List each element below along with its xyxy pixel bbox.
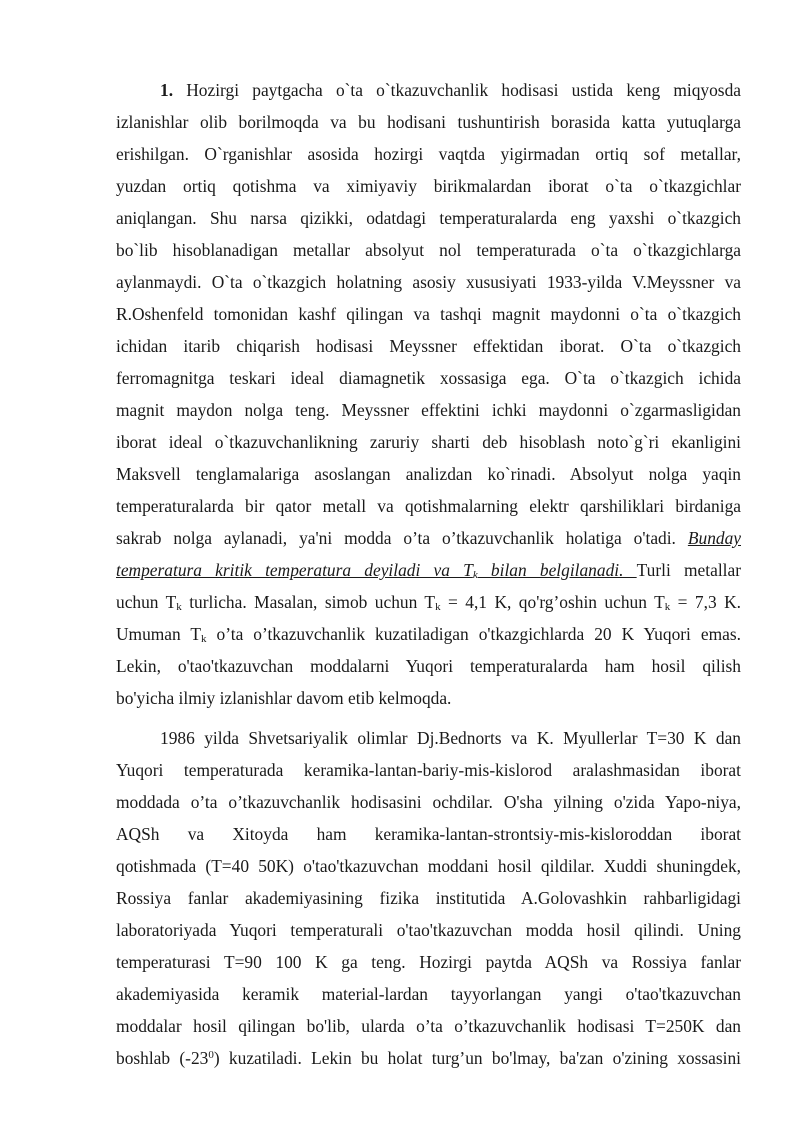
p1-line-17: uchun $T_k$ turlicha. Masalan, simob uchun $T_k = 4,1$ K, qo'rg’oshin uchun $T_k = 7,3$ K.	[116, 592, 742, 613]
p2-line-6: Rossiya fanlar akademiyasining fizika institutida A.Golovashkin rahbarligidagi	[116, 888, 741, 908]
p1-line-14: temperaturalarda bir qator metall va qotishmalarning elektr qarshiliklari birdaniga	[116, 496, 741, 516]
p1-line-8: R.Oshenfeld tomonidan kashf qilingan va tashqi magnit maydonni o`ta o`tkazgich	[116, 304, 741, 324]
p1-line-5: aniqlangan. Shu narsa qizikki, odatdagi temperaturalarda eng yaxshi o`tkazgich	[116, 208, 741, 228]
p1-line-18: Umuman $T_k$ o’ta o’tkazuvchanlik kuzatiladigan o'tkazgichlarda 20 K Yuqori emas.	[116, 624, 741, 645]
p1-line-20: bo'yicha ilmiy izlanishlar davom etib kelmoqda.	[116, 688, 452, 708]
p1-line-19: Lekin, o'tao'tkazuvchan moddalarni Yuqori temperaturalarda ham hosil qilish	[116, 656, 741, 676]
p1-line-10: ferromagnitga teskari ideal diamagnetik xossasiga ega. O`ta o`tkazgich ichida	[116, 368, 741, 388]
p1-line-1: 1. Hozirgi paytgacha o`ta o`tkazuvchanlik hodisasi ustida keng miqyosda	[160, 80, 741, 100]
p1-line-11: magnit maydon nolga teng. Meyssner effektini ichki maydonni o`zgarmasligidan	[116, 400, 741, 420]
p2-line-10: moddalar hosil qilingan bo'lib, ularda o’ta o’tkazuvchanlik hodisasi T=250K dan	[116, 1016, 741, 1036]
paragraph-number: 1.	[160, 80, 174, 100]
p2-line-4: AQSh va Xitoyda ham keramika-lantan-strontsiy-mis-kisloroddan iborat	[116, 824, 741, 844]
p2-line-3: moddada o’ta o’tkazuvchanlik hodisasini ochdilar. O'sha yilning o'zida Yapo-niya,	[116, 792, 741, 812]
p1-line-7: aylanmaydi. O`ta o`tkazgich holatning asosiy xususiyati 1933-yilda V.Meyssner va	[116, 272, 741, 292]
p2-line-5: qotishmada (T=40 50K) o'tao'tkazuvchan moddani hosil qildilar. Xuddi shuningdek,	[116, 856, 741, 876]
p1-line-16: temperatura kritik temperatura deyiladi va $T_k$ bilan belgilanadi. Turli metallar	[116, 560, 741, 581]
p1-line-3: erishilgan. O`rganishlar asosida hozirgi vaqtda yigirmadan ortiq sof metallar,	[116, 144, 741, 164]
p2-line-8: temperaturasi T=90 100 K ga teng. Hozirgi paytda AQSh va Rossiya fanlar	[116, 952, 741, 972]
p1-line-4: yuzdan ortiq qotishma va ximiyaviy birikmalardan iborat o`ta o`tkazgichlar	[116, 176, 741, 196]
p1-line-9: ichidan itarib chiqarish hodisasi Meyssner effektidan iborat. O`ta o`tkazgich	[116, 336, 741, 356]
p1-line-6: bo`lib hisoblanadigan metallar absolyut nol temperaturada o`ta o`tkazgichlarga	[116, 240, 741, 260]
p1-line-15: sakrab nolga aylanadi, ya'ni modda o’ta o’tkazuvchanlik holatiga o'tadi. Bunday	[116, 528, 741, 548]
definition-emphasis: temperatura kritik temperatura deyiladi va $T_k$ bilan belgilanadi.	[116, 560, 637, 581]
p2-line-7: laboratoriyada Yuqori temperaturali o'tao'tkazuvchan modda hosil qilindi. Uning	[116, 920, 741, 940]
p2-line-2: Yuqori temperaturada keramika-lantan-bariy-mis-kislorod aralashmasidan iborat	[116, 760, 741, 780]
p2-line-9: akademiyasida keramik material-lardan tayyorlangan yangi o'tao'tkazuvchan	[116, 984, 741, 1004]
p2-line-11: boshlab $(-23^0)$ kuzatiladi. Lekin bu holat turg’un bo'lmay, ba'zan o'zining xossasini	[116, 1048, 741, 1068]
definition-emphasis: Bunday	[687, 528, 741, 548]
p1-line-2: izlanishlar olib borilmoqda va bu hodisani tushuntirish borasida katta yutuqlarga	[116, 112, 741, 132]
p1-line-12: iborat ideal o`tkazuvchanlikning zaruriy sharti deb hisoblash noto`g`ri ekanligini	[116, 432, 741, 452]
p1-line-13: Maksvell tenglamalariga asoslangan analizdan ko`rinadi. Absolyut nolga yaqin	[116, 464, 741, 484]
p2-line-1: 1986 yilda Shvetsariyalik olimlar Dj.Bednorts va K. Myullerlar T=30 K dan	[160, 728, 741, 748]
